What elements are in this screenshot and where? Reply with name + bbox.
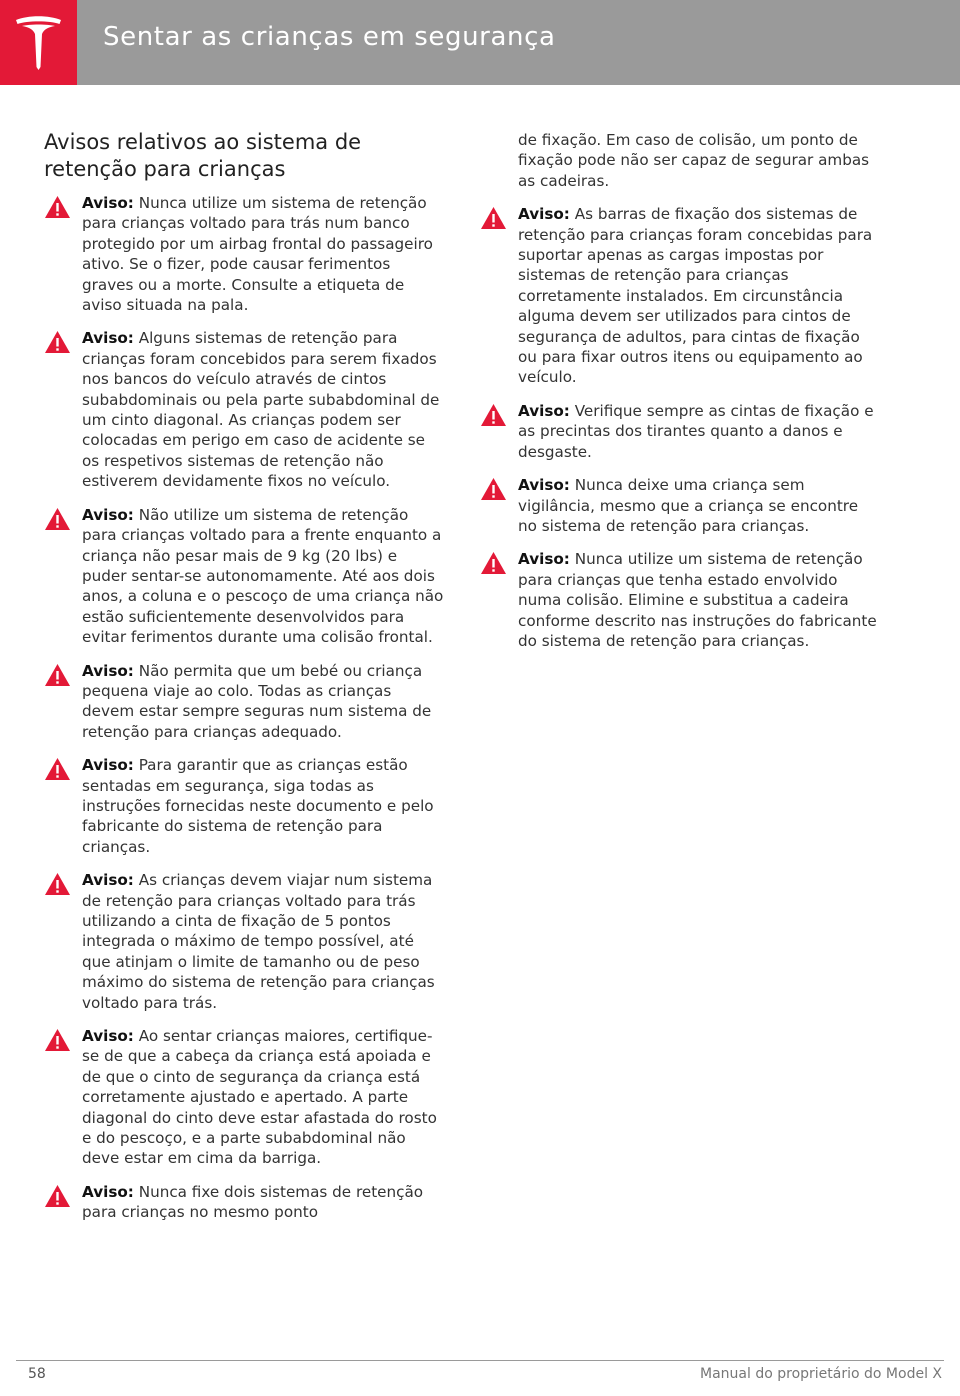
warning-item xyxy=(44,755,444,857)
logo-box xyxy=(0,0,77,85)
warning-item xyxy=(44,193,444,315)
warning-item xyxy=(44,1182,444,1223)
warning-triangle-icon xyxy=(480,477,507,501)
warning-text xyxy=(518,475,880,536)
warning-continuation: de fixação. Em caso de colisão, um ponto de fixação pode não ser capaz de segurar ambas as cadeiras. xyxy=(518,131,870,190)
warning-text xyxy=(82,1182,444,1223)
warning-label: Aviso: xyxy=(82,871,134,890)
warning-label: Aviso: xyxy=(82,194,134,212)
warning-item xyxy=(480,549,880,651)
warning-item xyxy=(44,870,444,1013)
warning-item xyxy=(44,1026,444,1169)
warning-text xyxy=(82,193,444,315)
warning-item xyxy=(480,475,880,536)
warning-text xyxy=(518,549,880,651)
warning-triangle-icon xyxy=(44,757,71,781)
warning-body: Nunca fixe dois sistemas de retenção para crianças no mesmo ponto xyxy=(82,1182,424,1222)
warning-triangle-icon xyxy=(44,195,71,219)
warning-triangle-icon xyxy=(44,1184,71,1208)
warning-body: As barras de fixação dos sistemas de retenção para crianças foram concebidas para suportar apenas as cargas impostas por sistemas de retenção para crianças corretamente instalados. Em circunstância alguma devem ser utilizados para cintos de segurança de adultos, para cintas de fixação ou para fixar outros itens ou equipamento ao veículo. xyxy=(518,205,873,387)
section-heading: Avisos relativos ao sistema de retenção para crianças xyxy=(44,130,362,181)
warning-label: Aviso: xyxy=(82,1182,134,1201)
warning-body: Nunca utilize um sistema de retenção para crianças que tenha estado envolvido numa colisão. Elimine e substitua a cadeira conforme descrito nas instruções do fabricante do sistema de retenção para crianças. xyxy=(518,550,877,650)
warning-body: Nunca deixe uma criança sem vigilância, mesmo que a criança se encontre no sistema de retenção para crianças. xyxy=(518,476,859,535)
warning-label: Aviso: xyxy=(82,329,134,348)
warning-body: Para garantir que as crianças estão sentadas em segurança, siga todas as instruções fornecidas neste documento e pelo fabricante do sistema de retenção para crianças. xyxy=(82,756,434,856)
warning-text xyxy=(82,328,444,491)
warning-body: Nunca utilize um sistema de retenção para crianças voltado para trás num banco protegido por um airbag frontal do passageiro ativo. Se o fizer, pode causar ferimentos graves ou a morte. Consulte a etiqueta de aviso situada na pala. xyxy=(82,194,433,315)
warning-text xyxy=(518,204,880,388)
manual-title: Manual do proprietário do Model X xyxy=(700,1366,942,1382)
warning-item xyxy=(44,505,444,648)
warning-label: Aviso: xyxy=(82,505,134,524)
warning-text xyxy=(82,505,444,648)
right-warnings xyxy=(480,204,880,651)
warning-label: Aviso: xyxy=(82,661,134,680)
warning-triangle-icon xyxy=(44,1028,71,1052)
warning-body: Ao sentar crianças maiores, certifique-se de que a cabeça da criança está apoiada e de que o cinto de segurança da criança está corretamente ajustado e apertado. A parte diagonal do cinto deve estar afastada do rosto e do pescoço, e a parte subabdominal não deve estar em cima da barriga. xyxy=(82,1027,437,1168)
warning-triangle-icon xyxy=(480,403,507,427)
warning-triangle-icon xyxy=(480,551,507,575)
right-column xyxy=(480,130,880,664)
left-column xyxy=(44,193,444,1236)
page-number: 58 xyxy=(28,1366,46,1382)
footer-divider xyxy=(16,1360,944,1361)
warning-triangle-icon xyxy=(44,330,71,354)
page-title: Sentar as crianças em segurança xyxy=(103,22,556,52)
warning-label: Aviso: xyxy=(518,401,570,420)
warning-item xyxy=(44,328,444,491)
warning-triangle-icon xyxy=(480,206,507,230)
warning-item xyxy=(480,204,880,388)
warning-body: As crianças devem viajar num sistema de retenção para crianças voltado para trás utilizando a cinta de fixação de 5 pontos integrada o máximo de tempo possível, até que atinjam o limite de tamanho ou de peso máximo do sistema de retenção para crianças voltado para trás. xyxy=(82,871,435,1012)
warning-triangle-icon xyxy=(44,872,71,896)
warning-label: Aviso: xyxy=(82,756,134,775)
warning-triangle-icon xyxy=(44,663,71,687)
warning-text xyxy=(82,755,444,857)
warning-label: Aviso: xyxy=(518,550,570,569)
warning-body: Verifique sempre as cintas de fixação e as precintas dos tirantes quanto a danos e desgaste. xyxy=(518,401,874,461)
warning-item xyxy=(44,661,444,743)
warning-label: Aviso: xyxy=(82,1027,134,1046)
warning-text xyxy=(82,870,444,1013)
warning-body: Não utilize um sistema de retenção para crianças voltado para a frente enquanto a criança não pesar mais de 9 kg (20 lbs) e puder sentar-se autonomamente. Até aos dois anos, a coluna e o pescoço de uma criança não estão suficientemente desenvolvidos para evitar ferimentos durante uma colisão frontal. xyxy=(82,505,444,647)
warning-text xyxy=(82,661,444,743)
page-header xyxy=(0,0,960,85)
tesla-logo-icon xyxy=(14,14,63,70)
warning-body: Não permita que um bebé ou criança pequena viaje ao colo. Todas as crianças devem estar sempre seguras num sistema de retenção para crianças adequado. xyxy=(82,661,432,741)
warning-triangle-icon xyxy=(44,507,71,531)
warning-text xyxy=(518,401,880,462)
warning-label: Aviso: xyxy=(518,476,570,495)
warning-item xyxy=(480,401,880,462)
warning-body: Alguns sistemas de retenção para crianças foram concebidos para serem fixados nos bancos do veículo através de cintos subabdominais ou pela parte subabdominal de um cinto diagonal. As crianças podem ser colocadas em perigo em caso de acidente se os respetivos sistemas de retenção não estiverem devidamente fixos no veículo. xyxy=(82,329,440,491)
warning-text xyxy=(82,1026,444,1169)
warning-label: Aviso: xyxy=(518,205,570,224)
